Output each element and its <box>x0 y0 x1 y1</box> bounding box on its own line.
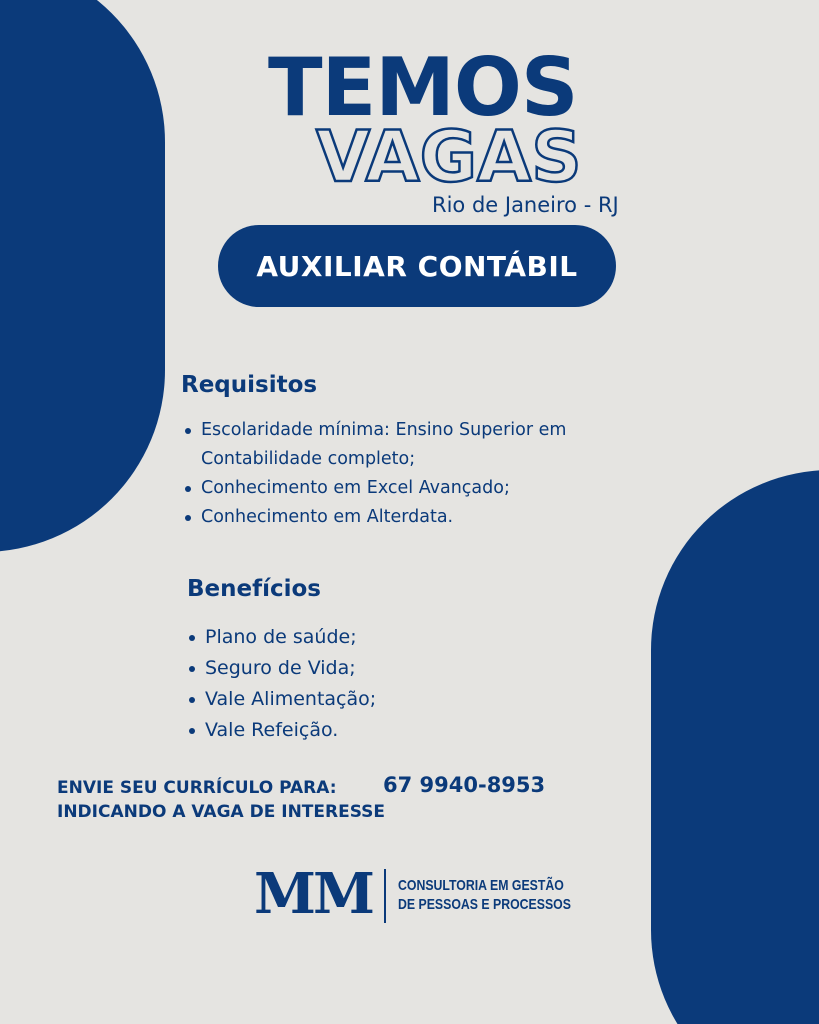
decorative-shape-right <box>651 470 819 1024</box>
job-title: AUXILIAR CONTÁBIL <box>256 249 578 283</box>
cta-send-resume: ENVIE SEU CURRÍCULO PARA: <box>57 778 337 798</box>
logo-text-line1: CONSULTORIA EM GESTÃO <box>398 877 564 894</box>
location-text: Rio de Janeiro - RJ <box>432 193 619 217</box>
cta-phone-number: 67 9940-8953 <box>383 773 546 797</box>
requirements-heading: Requisitos <box>181 372 318 398</box>
decorative-shape-left <box>0 0 165 552</box>
company-logo-text <box>398 876 571 914</box>
cta-indicate-vacancy: INDICANDO A VAGA DE INTERESSE <box>57 802 386 822</box>
requirements-list <box>181 416 621 532</box>
benefit-item: Vale Refeição. <box>185 715 585 746</box>
headline-temos: TEMOS <box>268 41 578 134</box>
logo-text-line2: DE PESSOAS E PROCESSOS <box>398 896 571 913</box>
benefit-item: Seguro de Vida; <box>185 653 585 684</box>
benefit-item: Vale Alimentação; <box>185 684 585 715</box>
job-title-badge <box>218 225 616 307</box>
company-logo-mark: MM <box>254 861 372 927</box>
requirement-item: Escolaridade mínima: Ensino Superior em Contabilidade completo; <box>181 416 621 474</box>
benefit-item: Plano de saúde; <box>185 622 585 653</box>
requirement-item: Conhecimento em Excel Avançado; <box>181 474 621 503</box>
benefits-heading: Benefícios <box>187 576 322 602</box>
logo-divider <box>384 869 386 923</box>
requirement-item: Conhecimento em Alterdata. <box>181 503 621 532</box>
headline-vagas: VAGAS <box>316 116 582 198</box>
benefits-list <box>185 622 585 746</box>
